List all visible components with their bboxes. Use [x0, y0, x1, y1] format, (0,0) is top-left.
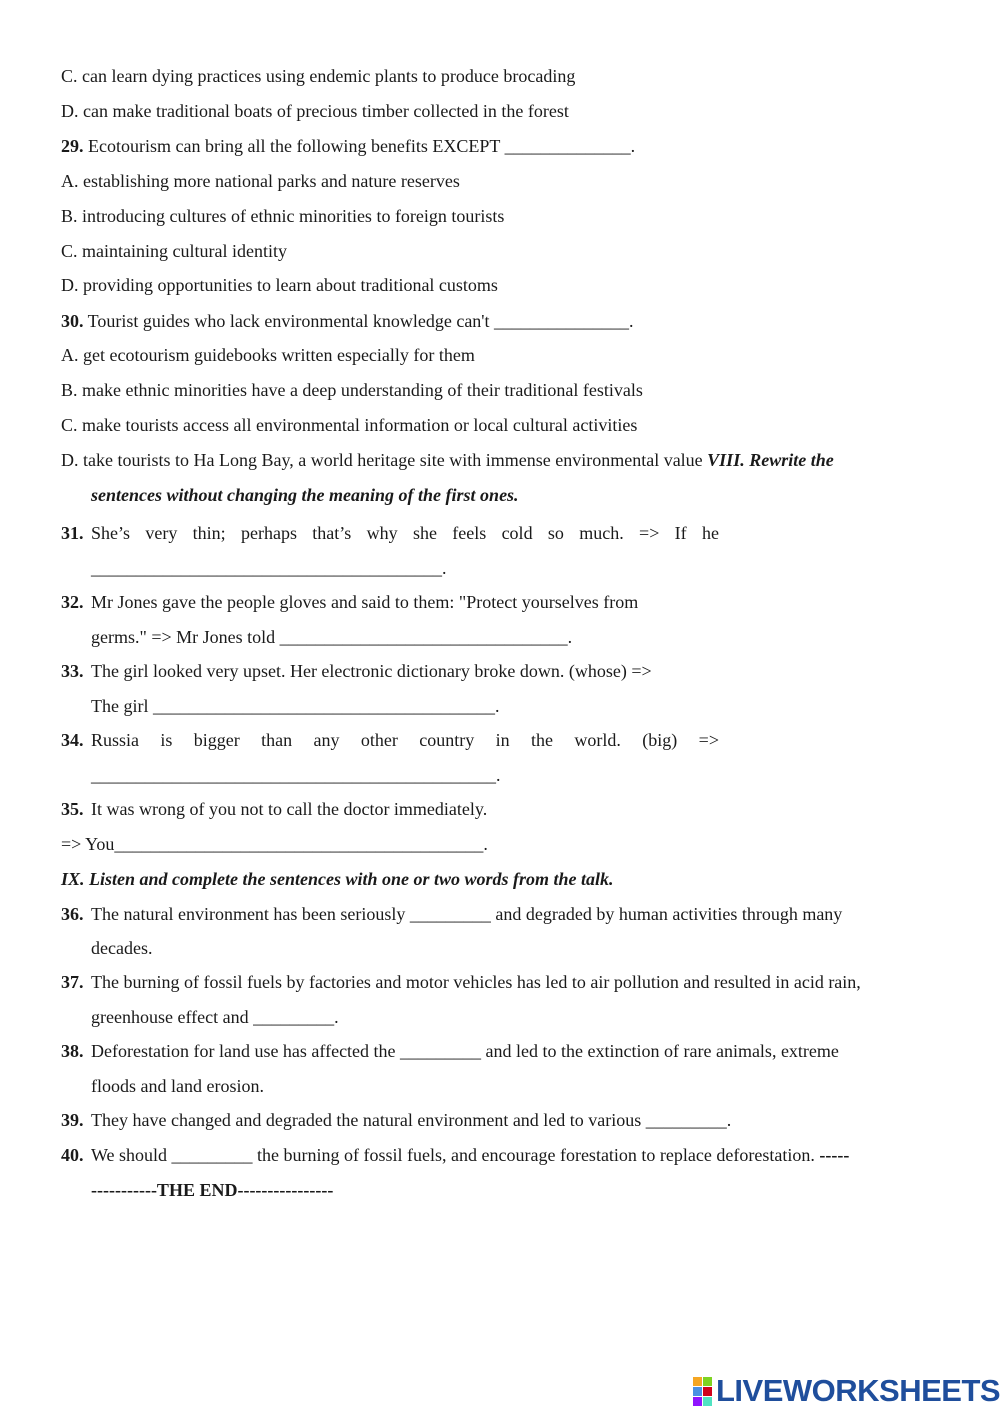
q29-option-a: A. establishing more national parks and nature reserves [61, 171, 460, 191]
q39-number: 39. [61, 1110, 84, 1130]
q38-number: 38. [61, 1041, 84, 1061]
q35-number: 35. [61, 799, 84, 819]
logo-text: LIVEWORKSHEETS [716, 1373, 1000, 1408]
section8-heading-part2: sentences without changing the meaning of the first ones. [91, 485, 519, 505]
q32-answer-line: germs." => Mr Jones told ________________________________. [91, 627, 573, 647]
q34-number: 34. [61, 730, 84, 750]
q37-number: 37. [61, 972, 84, 992]
q32-number: 32. [61, 592, 84, 612]
q31-text: She’s very thin; perhaps that’s why she feels cold so much. => If he [91, 523, 719, 543]
section8-heading-part1: VIII. Rewrite the [707, 450, 834, 470]
q38-text: Deforestation for land use has affected the _________ and led to the extinction of rare animals, extreme [91, 1041, 839, 1061]
q37-text: The burning of fossil fuels by factories and motor vehicles has led to air pollution and resulted in acid rain, [91, 972, 861, 992]
q30-number: 30. [61, 311, 84, 331]
q29-number: 29. [61, 136, 84, 156]
q30-text: Tourist guides who lack environmental knowledge can't _______________. [83, 311, 634, 331]
q28-option-c: C. can learn dying practices using endemic plants to produce brocading [61, 66, 576, 86]
q28-option-d: D. can make traditional boats of precious timber collected in the forest [61, 101, 569, 121]
q30-question [61, 310, 941, 332]
logo-mark-icon [693, 1377, 712, 1406]
q32-text: Mr Jones gave the people gloves and said to them: "Protect yourselves from [91, 592, 639, 612]
the-end-marker: -----------THE END---------------- [91, 1180, 334, 1200]
q30-option-a: A. get ecotourism guidebooks written especially for them [61, 345, 475, 365]
q30-option-d: D. take tourists to Ha Long Bay, a world heritage site with immense environmental value [61, 450, 703, 470]
q40-dashes: ----- [819, 1145, 850, 1165]
section9-heading: IX. Listen and complete the sentences with one or two words from the talk. [61, 869, 614, 889]
q34-text: Russia is bigger than any other country in the world. (big) => [91, 730, 719, 750]
q31-number: 31. [61, 523, 84, 543]
q29-question [61, 135, 941, 157]
q35-text: It was wrong of you not to call the doctor immediately. [91, 799, 488, 819]
logo-block [693, 1397, 702, 1406]
q31-answer-line: _______________________________________. [91, 558, 447, 578]
logo-block [693, 1387, 702, 1396]
logo-block [693, 1377, 702, 1386]
q33-answer-line: The girl ______________________________________. [91, 696, 500, 716]
q29-option-b: B. introducing cultures of ethnic minorities to foreign tourists [61, 206, 505, 226]
q39-text: They have changed and degraded the natural environment and led to various _________. [91, 1110, 732, 1130]
q30-option-d-line [61, 449, 941, 471]
q33-number: 33. [61, 661, 84, 681]
q38-text-cont: floods and land erosion. [91, 1076, 264, 1096]
q30-option-c: C. make tourists access all environmental information or local cultural activities [61, 415, 638, 435]
q29-option-c: C. maintaining cultural identity [61, 241, 287, 261]
logo-block [703, 1387, 712, 1396]
q30-option-b: B. make ethnic minorities have a deep understanding of their traditional festivals [61, 380, 643, 400]
q36-text-cont: decades. [91, 938, 153, 958]
q34-answer-line: _____________________________________________. [91, 765, 501, 785]
q40-number: 40. [61, 1145, 84, 1165]
q29-text: Ecotourism can bring all the following benefits EXCEPT ______________. [83, 136, 636, 156]
q36-number: 36. [61, 904, 84, 924]
q37-text-cont: greenhouse effect and _________. [91, 1007, 339, 1027]
q33-text: The girl looked very upset. Her electronic dictionary broke down. (whose) => [91, 661, 652, 681]
q35-answer-line: => You_________________________________________. [61, 834, 488, 854]
q40-line [91, 1144, 941, 1166]
q29-option-d: D. providing opportunities to learn about traditional customs [61, 275, 498, 295]
liveworksheets-logo [693, 1375, 1000, 1407]
logo-block [703, 1377, 712, 1386]
logo-block [703, 1397, 712, 1406]
q36-text: The natural environment has been seriously _________ and degraded by human activities through many [91, 904, 843, 924]
q40-text: We should _________ the burning of fossil fuels, and encourage forestation to replace deforestation. [91, 1145, 815, 1165]
